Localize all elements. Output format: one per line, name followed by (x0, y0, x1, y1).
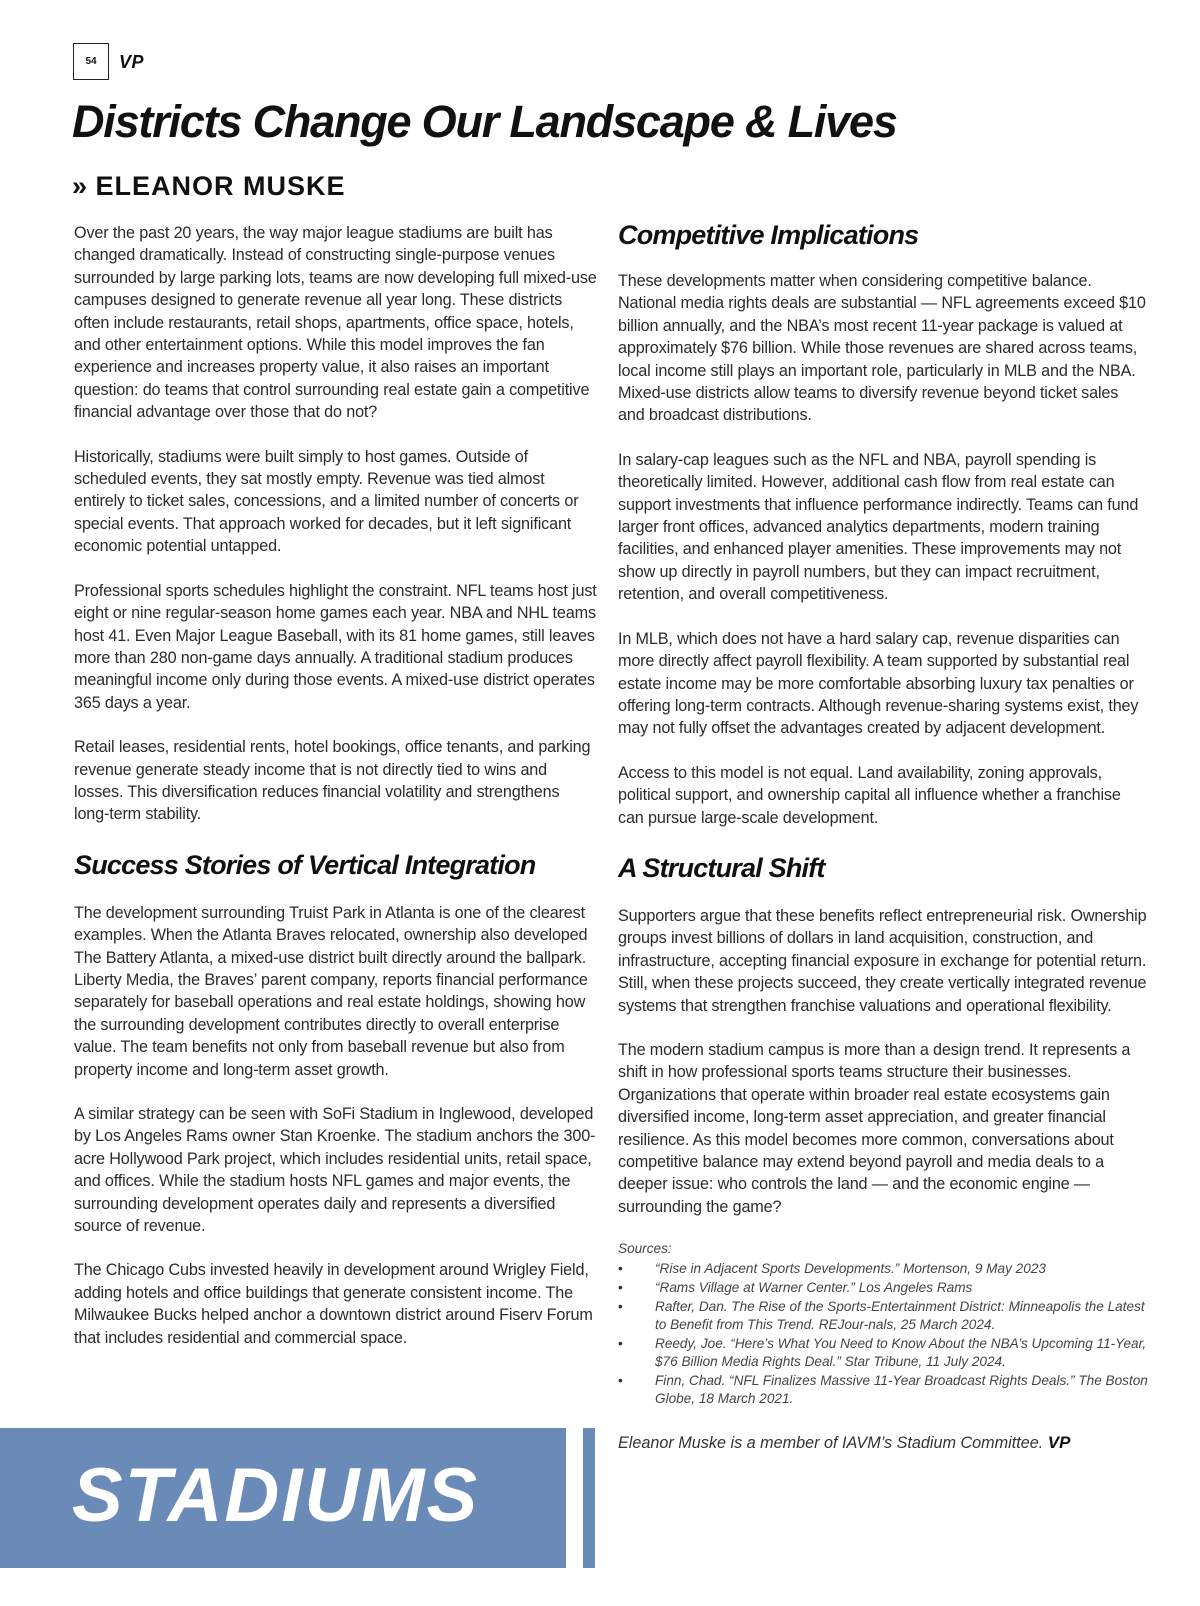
body-paragraph: Retail leases, residential rents, hotel bookings, office tenants, and parking revenue generate steady income that is not directly tied to wins and losses. This diversification reduces financial volatility and strengthens long-term stability. (74, 738, 591, 824)
banner-accent-bar (583, 1428, 595, 1568)
source-text: Reedy, Joe. “Here’s What You Need to Know About the NBA’s Upcoming 11-Year, $76 Billion Media Rights Deal.” Star Tribune, 11 July 2024. (655, 1336, 1147, 1370)
author-bio (618, 1432, 1148, 1454)
source-text: Rafter, Dan. The Rise of the Sports-Entertainment District: Minneapolis the Latest to Benefit from This Trend. REJour-nals, 25 March 2024. (655, 1299, 1145, 1333)
double-chevron-icon: » (72, 171, 84, 201)
body-paragraph: A similar strategy can be seen with SoFi Stadium in Inglewood, developed by Los Angeles Rams owner Stan Kroenke. The stadium anchors the 300-acre Hollywood Park project, which includes residential units, retail space, and offices. While the stadium hosts NFL games and major events, the surrounding development operates daily and represents a diversified source of revenue. (74, 1105, 596, 1236)
source-item (618, 1279, 1148, 1297)
section-heading-success: Success Stories of Vertical Integration (74, 849, 536, 880)
source-text: Finn, Chad. “NFL Finalizes Massive 11-Year Broadcast Rights Deals.” The Boston Globe, 18 March 2021. (655, 1373, 1148, 1407)
bullet-icon: • (618, 1280, 623, 1296)
source-item (618, 1335, 1148, 1371)
bullet-icon: • (618, 1373, 623, 1389)
source-item (618, 1260, 1148, 1278)
body-paragraph: The modern stadium campus is more than a design trend. It represents a shift in how professional sports teams structure their businesses. Organizations that operate within broader real estate ecosystems gain diversified income, long-term asset appreciation, and greater financial resilience. As this model becomes more common, conversations about competitive balance may extend beyond payroll and media deals to a deeper issue: who controls the land — and the economic engine — surrounding the game? (618, 1040, 1131, 1216)
source-item (618, 1372, 1148, 1408)
body-paragraph: In salary-cap leagues such as the NFL and NBA, payroll spending is theoretically limited. However, additional cash flow from real estate can support investments that influence performance indirectly. Teams can fund larger front offices, advanced analytics departments, modern training facilities, and enhanced player amenities. These improvements may not show up directly in payroll numbers, but they can impact recruitment, retention, and overall competitiveness. (618, 450, 1139, 604)
body-paragraph: Historically, stadiums were built simply to host games. Outside of scheduled events, they sat mostly empty. Revenue was tied almost entirely to ticket sales, concessions, and a limited number of concerts or special events. That approach worked for decades, but it left significant economic potential untapped. (74, 447, 579, 556)
bio-text: Eleanor Muske is a member of IAVM’s Stadium Committee. (618, 1434, 1044, 1453)
section-heading-shift: A Structural Shift (618, 852, 825, 883)
bullet-icon: • (618, 1299, 623, 1315)
end-mark-logo: VP (1047, 1433, 1071, 1453)
byline (72, 169, 346, 203)
body-paragraph: These developments matter when considering competitive balance. National media rights deals are substantial — NFL agreements exceed $10 billion annually, and the NBA’s most recent 11-year package is valued at approximately $76 billion. While those revenues are shared across teams, local income still plays an important role, particularly in MLB and the NBA. Mixed-use districts allow teams to diversify revenue beyond ticket sales and broadcast distributions. (618, 272, 1146, 425)
bullet-icon: • (618, 1336, 623, 1352)
sources (618, 1240, 1148, 1408)
sources-label: Sources: (618, 1241, 672, 1257)
body-paragraph: Access to this model is not equal. Land availability, zoning approvals, political support, and ownership capital all influence whether a franchise can pursue large-scale development. (618, 763, 1121, 827)
section-banner-label: STADIUMS (72, 1453, 480, 1538)
body-paragraph: The Chicago Cubs invested heavily in development around Wrigley Field, adding hotels and office buildings that generate consistent income. The Milwaukee Bucks helped anchor a downtown district around Fiserv Forum that includes residential and commercial space. (74, 1261, 593, 1347)
source-text: “Rams Village at Warner Center.” Los Angeles Rams (655, 1280, 973, 1296)
section-heading-competitive: Competitive Implications (618, 220, 919, 250)
article-title: Districts Change Our Landscape & Lives (72, 96, 897, 147)
body-paragraph: Over the past 20 years, the way major league stadiums are built has changed dramatically. Instead of constructing single-purpose venues surrounded by large parking lots, teams are now developing full mixed-use campuses designed to generate revenue all year long. These districts often include restaurants, retail shops, apartments, office space, hotels, and other entertainment options. While this model improves the fan experience and increases property value, it also raises an important question: do teams that control surrounding real estate gain a competitive financial advantage over those that do not? (74, 224, 597, 422)
bullet-icon: • (618, 1261, 623, 1277)
sources-list (618, 1260, 1148, 1408)
source-item (618, 1298, 1148, 1334)
magazine-logo: VP (119, 52, 145, 72)
body-paragraph: Professional sports schedules highlight the constraint. NFL teams host just eight or nine regular-season home games each year. NBA and NHL teams host 41. Even Major League Baseball, with its 81 home games, still leaves more than 280 non-game days annually. A traditional stadium produces meaningful income only during those events. A mixed-use district operates 365 days a year. (74, 581, 597, 712)
author-name: ELEANOR MUSKE (95, 171, 346, 201)
right-column (618, 218, 1148, 1454)
source-text: “Rise in Adjacent Sports Developments.” Mortenson, 9 May 2023 (655, 1261, 1046, 1277)
body-paragraph: The development surrounding Truist Park in Atlanta is one of the clearest examples. When the Atlanta Braves relocated, ownership also developed The Battery Atlanta, a mixed-use district built directly around the ballpark. Liberty Media, the Braves’ parent company, reports financial performance separately for baseball operations and real estate holdings, showing how the surrounding development contributes directly to overall enterprise value. The team benefits not only from baseball revenue but also from property income and long-term asset growth. (74, 903, 588, 1079)
page-number: 54 (73, 43, 109, 80)
body-paragraph: Supporters argue that these benefits reflect entrepreneurial risk. Ownership groups invest billions of dollars in land acquisition, construction, and infrastructure, accepting financial exposure in exchange for potential return. Still, when these projects succeed, they create vertically integrated revenue systems that strengthen franchise valuations and operational flexibility. (618, 906, 1147, 1015)
body-paragraph: In MLB, which does not have a hard salary cap, revenue disparities can more directly affect payroll flexibility. A team supported by substantial real estate income may be more comfortable absorbing luxury tax penalties or offering long-term contracts. Although revenue-sharing systems exist, they may not fully offset the advantages created by adjacent development. (618, 629, 1139, 738)
left-column (74, 222, 598, 1371)
